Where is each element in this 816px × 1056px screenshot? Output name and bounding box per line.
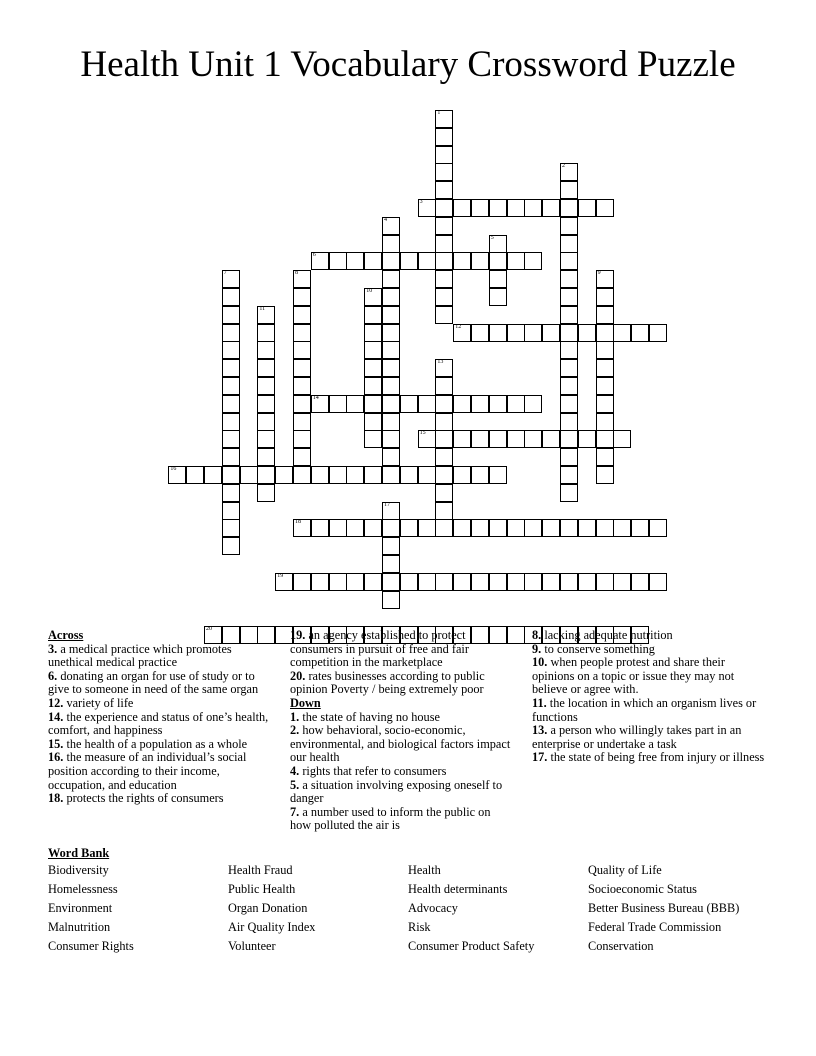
grid-cell[interactable] [293, 306, 311, 324]
grid-cell[interactable] [257, 484, 275, 502]
grid-cell[interactable] [542, 430, 560, 448]
grid-cell[interactable] [596, 324, 614, 342]
grid-cell[interactable] [293, 377, 311, 395]
grid-cell[interactable] [435, 181, 453, 199]
clue-number: 2 [562, 163, 565, 170]
grid-cell[interactable] [453, 573, 471, 591]
grid-cell[interactable] [435, 413, 453, 431]
grid-cell[interactable] [257, 466, 275, 484]
grid-cell[interactable] [222, 413, 240, 431]
grid-cell[interactable] [418, 395, 436, 413]
grid-cell[interactable] [435, 306, 453, 324]
grid-cell[interactable] [435, 502, 453, 520]
grid-cell[interactable] [418, 466, 436, 484]
grid-cell[interactable] [471, 324, 489, 342]
grid-cell[interactable] [489, 395, 507, 413]
grid-cell[interactable] [346, 395, 364, 413]
clue-number: 15 [419, 430, 426, 437]
grid-cell[interactable] [257, 324, 275, 342]
grid-cell[interactable] [222, 430, 240, 448]
grid-cell[interactable] [382, 448, 400, 466]
grid-cell[interactable] [524, 199, 542, 217]
grid-cell[interactable] [560, 573, 578, 591]
grid-cell[interactable] [596, 359, 614, 377]
grid-cell[interactable] [453, 395, 471, 413]
grid-cell[interactable] [435, 573, 453, 591]
grid-cell[interactable] [364, 413, 382, 431]
grid-cell[interactable] [596, 395, 614, 413]
grid-cell[interactable] [382, 573, 400, 591]
grid-cell[interactable] [329, 573, 347, 591]
word-bank-item: Risk [408, 920, 431, 934]
grid-cell[interactable] [596, 199, 614, 217]
clue-across-6: 6. donating an organ for use of study or to give to someone in need of the same organ [48, 668, 259, 697]
grid-cell[interactable] [507, 573, 525, 591]
grid-cell[interactable] [542, 324, 560, 342]
grid-cell[interactable] [400, 252, 418, 270]
grid-cell[interactable] [364, 395, 382, 413]
word-bank-item: Air Quality Index [228, 920, 316, 934]
grid-cell[interactable] [596, 288, 614, 306]
grid-cell[interactable] [560, 341, 578, 359]
word-bank-item: Consumer Rights [48, 939, 134, 953]
grid-cell[interactable] [275, 466, 293, 484]
grid-cell[interactable] [400, 573, 418, 591]
word-bank-item: Conservation [588, 939, 654, 953]
grid-cell[interactable] [222, 448, 240, 466]
grid-cell[interactable] [382, 235, 400, 253]
word-bank-column [408, 864, 588, 959]
grid-cell[interactable] [578, 324, 596, 342]
grid-cell[interactable] [257, 413, 275, 431]
word-bank-item: Quality of Life [588, 863, 662, 877]
grid-cell[interactable] [329, 252, 347, 270]
grid-cell[interactable] [418, 430, 436, 448]
grid-cell[interactable] [346, 519, 364, 537]
grid-cell[interactable] [596, 466, 614, 484]
grid-cell[interactable] [222, 466, 240, 484]
grid-cell[interactable] [435, 270, 453, 288]
grid-cell[interactable] [418, 199, 436, 217]
grid-cell[interactable] [507, 519, 525, 537]
clue-across-16: 16. the measure of an individual’s social position according to their income, occupation, and education [48, 750, 247, 792]
grid-cell[interactable] [382, 306, 400, 324]
grid-cell[interactable] [382, 466, 400, 484]
word-bank-heading: Word Bank [48, 846, 110, 860]
grid-cell[interactable] [542, 199, 560, 217]
grid-cell[interactable] [578, 519, 596, 537]
clue-down-11: 11. the location in which an organism lives or functions [532, 695, 757, 724]
grid-cell[interactable] [560, 377, 578, 395]
grid-cell[interactable] [578, 430, 596, 448]
grid-cell[interactable] [382, 217, 400, 235]
grid-cell[interactable] [382, 555, 400, 573]
grid-cell[interactable] [560, 181, 578, 199]
grid-cell[interactable] [364, 359, 382, 377]
grid-cell[interactable] [453, 324, 471, 342]
grid-cell[interactable] [560, 235, 578, 253]
grid-cell[interactable] [560, 306, 578, 324]
grid-cell[interactable] [222, 288, 240, 306]
grid-cell[interactable] [240, 466, 258, 484]
grid-cell[interactable] [382, 341, 400, 359]
word-bank-item: Consumer Product Safety [408, 939, 535, 953]
grid-cell[interactable] [257, 341, 275, 359]
grid-cell[interactable] [418, 573, 436, 591]
grid-cell[interactable] [382, 270, 400, 288]
word-bank-column [48, 864, 228, 959]
page-title: Health Unit 1 Vocabulary Crossword Puzzle [80, 44, 736, 85]
grid-cell[interactable] [453, 430, 471, 448]
grid-cell[interactable] [382, 430, 400, 448]
grid-cell[interactable] [507, 199, 525, 217]
grid-cell[interactable] [222, 537, 240, 555]
clue-down-2: 2. how behavioral, socio-economic, environmental, and biological factors impact our health [290, 723, 511, 765]
clue-number: 13 [437, 359, 444, 366]
grid-cell[interactable] [631, 324, 649, 342]
grid-cell[interactable] [489, 270, 507, 288]
grid-cell[interactable] [382, 252, 400, 270]
clue-number: 5 [490, 234, 494, 241]
clue-number: 19 [277, 572, 284, 579]
grid-cell[interactable] [578, 573, 596, 591]
grid-cell[interactable] [435, 359, 453, 377]
grid-cell[interactable] [524, 324, 542, 342]
word-bank-item: Biodiversity [48, 863, 109, 877]
grid-cell[interactable] [222, 519, 240, 537]
grid-cell[interactable] [542, 519, 560, 537]
grid-cell[interactable] [649, 573, 667, 591]
grid-cell[interactable] [257, 430, 275, 448]
grid-cell[interactable] [364, 430, 382, 448]
grid-cell[interactable] [613, 573, 631, 591]
grid-cell[interactable] [418, 519, 436, 537]
word-bank-item: Federal Trade Commission [588, 920, 722, 934]
word-bank-column [228, 864, 408, 959]
across-heading: Across [48, 628, 84, 642]
grid-cell[interactable] [382, 324, 400, 342]
grid-cell[interactable] [507, 324, 525, 342]
grid-cell[interactable] [596, 377, 614, 395]
clue-number: 12 [455, 323, 462, 330]
grid-cell[interactable] [596, 413, 614, 431]
clue-number: 18 [295, 519, 301, 526]
grid-cell[interactable] [560, 466, 578, 484]
grid-cell[interactable] [257, 395, 275, 413]
clue-number: 4 [384, 216, 387, 223]
grid-cell[interactable] [596, 270, 614, 288]
grid-cell[interactable] [453, 199, 471, 217]
word-bank-item: Environment [48, 901, 113, 915]
grid-cell[interactable] [631, 519, 649, 537]
grid-cell[interactable] [507, 252, 525, 270]
grid-cell[interactable] [435, 146, 453, 164]
grid-cell[interactable] [453, 519, 471, 537]
clue-down-1: 1. the state of having no house [290, 709, 440, 724]
grid-cell[interactable] [489, 252, 507, 270]
grid-cell[interactable] [311, 252, 329, 270]
grid-cell[interactable] [222, 270, 240, 288]
down-heading: Down [290, 695, 321, 710]
grid-cell[interactable] [489, 324, 507, 342]
grid-cell[interactable] [507, 395, 525, 413]
grid-cell[interactable] [364, 573, 382, 591]
clue-number: 11 [259, 305, 266, 312]
grid-cell[interactable] [435, 519, 453, 537]
grid-cell[interactable] [649, 324, 667, 342]
grid-cell[interactable] [257, 377, 275, 395]
grid-cell[interactable] [400, 395, 418, 413]
grid-cell[interactable] [186, 466, 204, 484]
clue-down-13: 13. a person who willingly takes part in an enterprise or undertake a task [532, 723, 742, 751]
grid-cell[interactable] [435, 235, 453, 253]
clue-number: 7 [223, 270, 227, 277]
grid-cell[interactable] [329, 466, 347, 484]
grid-cell[interactable] [435, 377, 453, 395]
clue-down-10: 10. when people protest and share their opinions on a topic or issue they may not believe or agree with. [532, 655, 735, 697]
clue-number: 16 [170, 466, 177, 472]
grid-cell[interactable] [471, 430, 489, 448]
clue-across-3: 3. a medical practice which promotes unethical medical practice [48, 641, 232, 670]
clue-down-9: 9. to conserve something [532, 641, 655, 656]
grid-cell[interactable] [293, 430, 311, 448]
grid-cell[interactable] [311, 573, 329, 591]
word-bank-column [588, 864, 768, 959]
grid-cell[interactable] [435, 217, 453, 235]
grid-cell[interactable] [489, 466, 507, 484]
grid-cell[interactable] [489, 235, 507, 253]
grid-cell[interactable] [364, 306, 382, 324]
grid-cell[interactable] [560, 163, 578, 181]
grid-cell[interactable] [382, 288, 400, 306]
grid-cell[interactable] [311, 395, 329, 413]
grid-cell[interactable] [435, 110, 453, 128]
grid-cell[interactable] [435, 395, 453, 413]
grid-cell[interactable] [257, 359, 275, 377]
grid-cell[interactable] [453, 252, 471, 270]
clue-down-8: 8. lacking adequate nutrition [532, 628, 673, 642]
grid-cell[interactable] [596, 519, 614, 537]
word-bank-item: Volunteer [228, 939, 276, 953]
grid-cell[interactable] [560, 252, 578, 270]
grid-cell[interactable] [222, 502, 240, 520]
grid-cell[interactable] [560, 217, 578, 235]
grid-cell[interactable] [435, 163, 453, 181]
grid-cell[interactable] [382, 537, 400, 555]
grid-cell[interactable] [293, 270, 311, 288]
grid-cell[interactable] [222, 484, 240, 502]
grid-cell[interactable] [613, 430, 631, 448]
grid-cell[interactable] [168, 466, 186, 484]
grid-cell[interactable] [435, 199, 453, 217]
grid-cell[interactable] [471, 519, 489, 537]
grid-cell[interactable] [596, 573, 614, 591]
grid-cell[interactable] [382, 377, 400, 395]
grid-cell[interactable] [542, 573, 560, 591]
grid-cell[interactable] [400, 519, 418, 537]
grid-cell[interactable] [596, 430, 614, 448]
grid-cell[interactable] [275, 573, 293, 591]
clue-down-7: 7. a number used to inform the public on how polluted the air is [290, 804, 491, 833]
grid-cell[interactable] [435, 288, 453, 306]
grid-cell[interactable] [560, 430, 578, 448]
grid-cell[interactable] [364, 288, 382, 306]
grid-cell[interactable] [293, 288, 311, 306]
grid-cell[interactable] [524, 252, 542, 270]
grid-cell[interactable] [560, 484, 578, 502]
grid-cell[interactable] [560, 359, 578, 377]
word-bank-item: Advocacy [408, 901, 458, 915]
grid-cell[interactable] [649, 519, 667, 537]
grid-cell[interactable] [382, 591, 400, 609]
grid-cell[interactable] [471, 199, 489, 217]
grid-cell[interactable] [489, 288, 507, 306]
grid-cell[interactable] [222, 341, 240, 359]
grid-cell[interactable] [293, 466, 311, 484]
clue-down-17: 17. the state of being free from injury or illness [532, 750, 765, 765]
word-bank-item: Socioeconomic Status [588, 882, 697, 896]
grid-cell[interactable] [293, 324, 311, 342]
grid-cell[interactable] [222, 377, 240, 395]
right-clues [532, 629, 768, 765]
grid-cell[interactable] [524, 519, 542, 537]
clue-number: 17 [384, 501, 390, 508]
grid-cell[interactable] [435, 484, 453, 502]
grid-cell[interactable] [435, 252, 453, 270]
grid-cell[interactable] [560, 324, 578, 342]
grid-cell[interactable] [329, 519, 347, 537]
grid-cell[interactable] [293, 448, 311, 466]
grid-cell[interactable] [524, 395, 542, 413]
grid-cell[interactable] [471, 252, 489, 270]
grid-cell[interactable] [222, 324, 240, 342]
grid-cell[interactable] [257, 306, 275, 324]
grid-cell[interactable] [471, 395, 489, 413]
grid-cell[interactable] [364, 324, 382, 342]
grid-cell[interactable] [435, 448, 453, 466]
clue-across-18: 18. protects the rights of consumers [48, 791, 224, 806]
grid-cell[interactable] [257, 448, 275, 466]
grid-cell[interactable] [471, 466, 489, 484]
word-bank-item: Homelessness [48, 882, 118, 896]
grid-cell[interactable] [329, 395, 347, 413]
grid-cell[interactable] [596, 448, 614, 466]
grid-cell[interactable] [222, 306, 240, 324]
grid-cell[interactable] [560, 395, 578, 413]
grid-cell[interactable] [311, 519, 329, 537]
clue-number: 9 [597, 270, 601, 277]
grid-cell[interactable] [560, 448, 578, 466]
grid-cell[interactable] [435, 128, 453, 146]
grid-cell[interactable] [293, 413, 311, 431]
grid-cell[interactable] [489, 573, 507, 591]
grid-cell[interactable] [613, 519, 631, 537]
word-bank-item: Health Fraud [228, 863, 293, 877]
grid-cell[interactable] [364, 466, 382, 484]
grid-cell[interactable] [382, 359, 400, 377]
grid-cell[interactable] [293, 573, 311, 591]
grid-cell[interactable] [613, 324, 631, 342]
grid-cell[interactable] [524, 430, 542, 448]
word-bank-item: Malnutrition [48, 920, 111, 934]
clue-number: 10 [366, 288, 373, 294]
grid-cell[interactable] [471, 573, 489, 591]
clue-across-20: 20. rates businesses according to public opinion Poverty / being extremely poor [290, 668, 485, 697]
grid-cell[interactable] [311, 466, 329, 484]
word-bank-item: Health [408, 863, 441, 877]
grid-cell[interactable] [364, 341, 382, 359]
clue-number: 20 [206, 626, 212, 633]
grid-cell[interactable] [382, 502, 400, 520]
grid-cell[interactable] [346, 466, 364, 484]
grid-cell[interactable] [435, 430, 453, 448]
clue-across-14: 14. the experience and status of one’s health, comfort, and happiness [48, 709, 269, 738]
grid-cell[interactable] [346, 252, 364, 270]
grid-cell[interactable] [364, 377, 382, 395]
grid-cell[interactable] [293, 519, 311, 537]
clue-number: 1 [437, 110, 441, 116]
across-clues [48, 629, 270, 806]
grid-cell[interactable] [560, 288, 578, 306]
grid-cell[interactable] [560, 270, 578, 288]
grid-cell[interactable] [489, 430, 507, 448]
grid-cell[interactable] [631, 573, 649, 591]
word-bank-item: Organ Donation [228, 901, 308, 915]
clue-number: 8 [295, 270, 298, 277]
middle-clues [290, 629, 512, 833]
grid-cell[interactable] [578, 199, 596, 217]
grid-cell[interactable] [364, 252, 382, 270]
grid-cell[interactable] [507, 430, 525, 448]
clue-across-12: 12. variety of life [48, 695, 134, 710]
grid-cell[interactable] [596, 306, 614, 324]
clue-number: 6 [312, 252, 316, 259]
grid-cell[interactable] [489, 199, 507, 217]
grid-cell[interactable] [400, 466, 418, 484]
grid-cell[interactable] [382, 413, 400, 431]
grid-cell[interactable] [596, 341, 614, 359]
clue-down-4: 4. rights that refer to consumers [290, 763, 447, 778]
grid-cell[interactable] [418, 252, 436, 270]
grid-cell[interactable] [382, 395, 400, 413]
grid-cell[interactable] [293, 359, 311, 377]
grid-cell[interactable] [489, 519, 507, 537]
grid-cell[interactable] [453, 466, 471, 484]
grid-cell[interactable] [560, 519, 578, 537]
grid-cell[interactable] [222, 359, 240, 377]
grid-cell[interactable] [524, 573, 542, 591]
grid-cell[interactable] [204, 466, 222, 484]
word-bank-item: Public Health [228, 882, 296, 896]
grid-cell[interactable] [560, 413, 578, 431]
grid-cell[interactable] [435, 466, 453, 484]
grid-cell[interactable] [346, 573, 364, 591]
grid-cell[interactable] [222, 395, 240, 413]
clue-across-19: 19. an agency established to protect consumers in pursuit of free and fair competition in the marketplace [290, 628, 469, 670]
grid-cell[interactable] [382, 519, 400, 537]
clue-down-5: 5. a situation involving exposing oneself to danger [290, 777, 503, 806]
clue-number: 14 [312, 394, 319, 401]
clue-across-15: 15. the health of a population as a whole [48, 736, 248, 751]
grid-cell[interactable] [560, 199, 578, 217]
clue-number: 3 [419, 199, 423, 205]
word-bank-item: Better Business Bureau (BBB) [588, 901, 740, 915]
word-bank-item: Health determinants [408, 882, 508, 896]
grid-cell[interactable] [293, 395, 311, 413]
grid-cell[interactable] [364, 519, 382, 537]
grid-cell[interactable] [293, 341, 311, 359]
